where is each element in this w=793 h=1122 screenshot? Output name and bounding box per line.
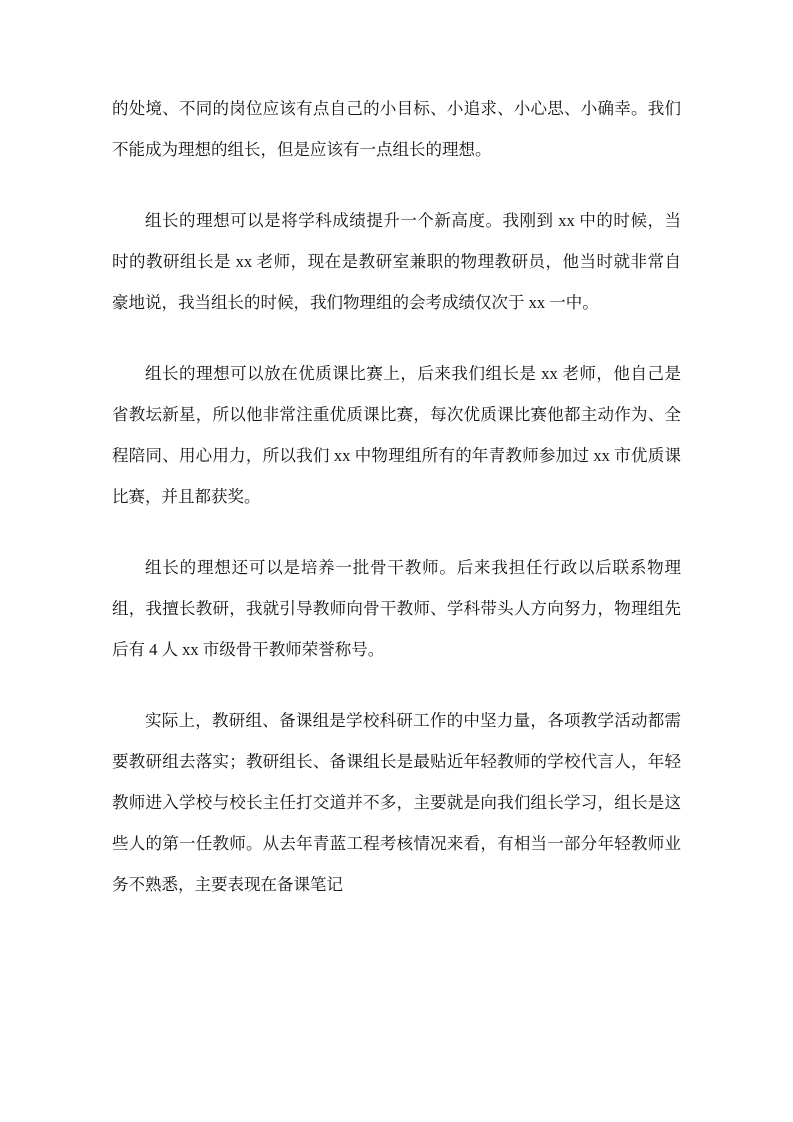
paragraph: 组长的理想可以放在优质课比赛上，后来我们组长是 xx 老师，他自己是省教坛新星，所以他非常注重优质课比赛，每次优质课比赛他都主动作为、全程陪同、用心用力，所以我们 xx 中物理组所有的年青教师参加过 xx 市优质课比赛，并且都获奖。 (112, 364, 681, 506)
paragraph: 组长的理想还可以是培养一批骨干教师。后来我担任行政以后联系物理组，我擅长教研，我就引导教师向骨干教师、学科带头人方向努力，物理组先后有 4 人 xx 市级骨干教师荣誉称号。 (112, 558, 681, 659)
paragraph: 组长的理想可以是将学科成绩提升一个新高度。我刚到 xx 中的时候，当时的教研组长是 xx 老师，现在是教研室兼职的物理教研员，他当时就非常自豪地说，我当组长的时候，我们物理组的会考成绩仅次于 xx 一中。 (112, 211, 681, 312)
paragraph: 的处境、不同的岗位应该有点自己的小目标、小追求、小心思、小确幸。我们不能成为理想的组长，但是应该有一点组长的理想。 (112, 99, 681, 159)
document-body (112, 88, 681, 905)
paragraph: 实际上，教研组、备课组是学校科研工作的中坚力量，各项教学活动都需要教研组去落实；教研组长、备课组长是最贴近年轻教师的学校代言人，年轻教师进入学校与校长主任打交道并不多，主要就是向我们组长学习，组长是这些人的第一任教师。从去年青蓝工程考核情况来看，有相当一部分年轻教师业务不熟悉，主要表现在备课笔记 (112, 711, 681, 894)
